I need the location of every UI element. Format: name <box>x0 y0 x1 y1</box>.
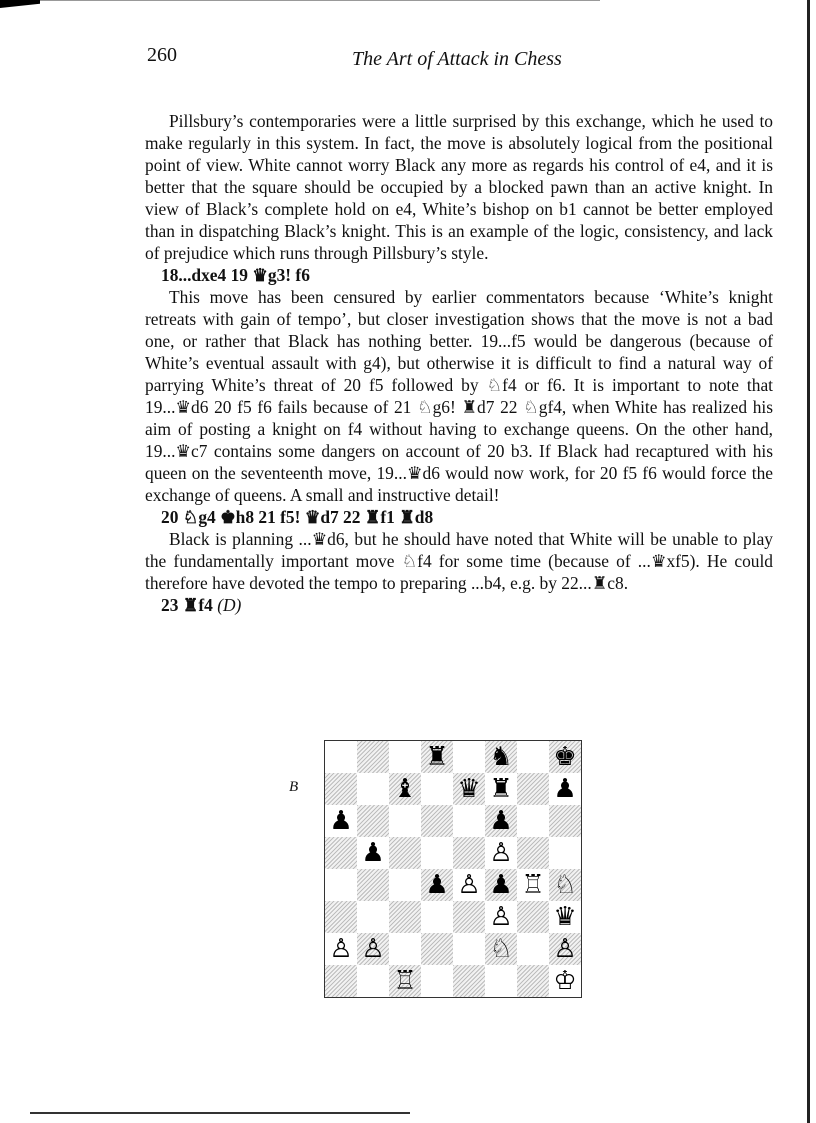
square-a1 <box>325 965 357 997</box>
square-g6 <box>517 805 549 837</box>
square-g1 <box>517 965 549 997</box>
square-d3 <box>421 901 453 933</box>
chess-piece-icon: ♖ <box>521 870 545 900</box>
body-text <box>145 110 773 616</box>
square-d2 <box>421 933 453 965</box>
square-e6 <box>453 805 485 837</box>
square-a7 <box>325 773 357 805</box>
scan-edge-right <box>807 0 810 1123</box>
square-e2 <box>453 933 485 965</box>
move-line-18: 18...dxe4 19 ♛g3! f6 <box>161 265 310 285</box>
square-h8 <box>549 741 581 773</box>
chess-piece-icon: ♙ <box>489 838 513 868</box>
paragraph-black-planning: Black is planning ...♛d6, but he should have noted that White will be unable to play the fundamentally important move ♘f4 for some time (because of ...♛xf5). He could therefore have devoted the tempo to preparing ...b4, e.g. by 22...♜c8. <box>145 529 773 593</box>
move-line-20: 20 ♘g4 ♚h8 21 f5! ♛d7 22 ♜f1 ♜d8 <box>161 507 434 527</box>
square-h4 <box>549 869 581 901</box>
chess-piece-icon: ♟ <box>489 806 513 836</box>
square-f3 <box>485 901 517 933</box>
square-c8 <box>389 741 421 773</box>
chess-piece-icon: ♛ <box>457 774 481 804</box>
square-a6 <box>325 805 357 837</box>
chess-piece-icon: ♙ <box>489 902 513 932</box>
chess-piece-icon: ♞ <box>489 742 513 772</box>
square-g5 <box>517 837 549 869</box>
square-f8 <box>485 741 517 773</box>
chess-piece-icon: ♖ <box>393 966 417 996</box>
square-a8 <box>325 741 357 773</box>
chess-piece-icon: ♜ <box>425 742 449 772</box>
square-h6 <box>549 805 581 837</box>
chess-piece-icon: ♔ <box>553 966 577 996</box>
square-g2 <box>517 933 549 965</box>
chess-piece-icon: ♟ <box>329 806 353 836</box>
chess-piece-icon: ♟ <box>425 870 449 900</box>
chess-piece-icon: ♟ <box>489 870 513 900</box>
move-text-23: 23 ♜f4 <box>161 595 213 615</box>
square-d8 <box>421 741 453 773</box>
square-g3 <box>517 901 549 933</box>
chess-piece-icon: ♙ <box>361 934 385 964</box>
chess-piece-icon: ♙ <box>553 934 577 964</box>
square-g8 <box>517 741 549 773</box>
square-f1 <box>485 965 517 997</box>
square-a3 <box>325 901 357 933</box>
square-e3 <box>453 901 485 933</box>
chess-piece-icon: ♘ <box>553 870 577 900</box>
square-e5 <box>453 837 485 869</box>
chess-piece-icon: ♛ <box>553 902 577 932</box>
square-f5 <box>485 837 517 869</box>
square-f7 <box>485 773 517 805</box>
square-d5 <box>421 837 453 869</box>
square-c5 <box>389 837 421 869</box>
square-c1 <box>389 965 421 997</box>
square-g7 <box>517 773 549 805</box>
square-b1 <box>357 965 389 997</box>
chess-piece-icon: ♟ <box>553 774 577 804</box>
square-d4 <box>421 869 453 901</box>
square-c3 <box>389 901 421 933</box>
move-line-23 <box>145 594 773 616</box>
side-to-move-label: B <box>289 779 299 795</box>
square-e1 <box>453 965 485 997</box>
square-g4 <box>517 869 549 901</box>
paragraph-pillsbury-exchange: Pillsbury’s contemporaries were a little surprised by this exchange, which he used to make regularly in this system. In fact, the move is absolutely logical from the positional point of view. White cannot worry Black any more as regards his control of e4, and it is better that the square should be occupied by a blocked pawn than an active knight. In view of Black’s complete hold on e4, White’s bishop on b1 cannot be better employed than in dispatching Black’s knight. This is an example of the logic, consistency, and lack of prejudice which runs through Pillsbury’s style. <box>145 111 773 263</box>
square-h5 <box>549 837 581 869</box>
square-b8 <box>357 741 389 773</box>
scan-edge-bottom <box>30 1112 410 1114</box>
paragraph-move-censured: This move has been censured by earlier commentators because ‘White’s knight retreats with gain of tempo’, but closer investigation shows that the move is not a bad one, or rather that Black has nothing better. 19...f5 would be dangerous (because of White’s eventual assault with g4), but otherwise it is difficult to find a natural way of parrying White’s threat of 20 f5 followed by ♘f4 or f6. It is important to note that 19...♛d6 20 f5 f6 fails because of 21 ♘g6! ♜d7 22 ♘gf4, when White has realized his aim of posting a knight on f4 without having to exchange queens. On the other hand, 19...♛c7 contains some dangers on account of 20 b3. If Black had recaptured with his queen on the seventeenth move, 19...♛d6 would now work, for 20 f5 f6 would force the exchange of queens. A small and instructive detail! <box>145 287 773 505</box>
square-f2 <box>485 933 517 965</box>
square-e7 <box>453 773 485 805</box>
chess-piece-icon: ♘ <box>489 934 513 964</box>
square-h7 <box>549 773 581 805</box>
chess-piece-icon: ♙ <box>457 870 481 900</box>
square-b6 <box>357 805 389 837</box>
page-number: 260 <box>147 44 177 66</box>
square-f6 <box>485 805 517 837</box>
square-c4 <box>389 869 421 901</box>
square-d7 <box>421 773 453 805</box>
square-e4 <box>453 869 485 901</box>
square-a2 <box>325 933 357 965</box>
chess-piece-icon: ♝ <box>393 774 417 804</box>
square-b2 <box>357 933 389 965</box>
square-d1 <box>421 965 453 997</box>
square-b5 <box>357 837 389 869</box>
scan-edge-top <box>40 0 600 1</box>
chess-piece-icon: ♙ <box>329 934 353 964</box>
square-c6 <box>389 805 421 837</box>
square-b3 <box>357 901 389 933</box>
chess-diagram <box>324 740 582 998</box>
square-c2 <box>389 933 421 965</box>
square-d6 <box>421 805 453 837</box>
square-e8 <box>453 741 485 773</box>
square-h1 <box>549 965 581 997</box>
chess-piece-icon: ♟ <box>361 838 385 868</box>
diagram-reference: (D) <box>217 595 242 615</box>
chess-piece-icon: ♚ <box>553 742 577 772</box>
square-b4 <box>357 869 389 901</box>
square-a5 <box>325 837 357 869</box>
scan-edge-mark <box>0 0 40 8</box>
square-b7 <box>357 773 389 805</box>
square-f4 <box>485 869 517 901</box>
square-h2 <box>549 933 581 965</box>
square-a4 <box>325 869 357 901</box>
square-h3 <box>549 901 581 933</box>
chess-piece-icon: ♜ <box>489 774 513 804</box>
running-head: The Art of Attack in Chess <box>352 48 562 70</box>
square-c7 <box>389 773 421 805</box>
